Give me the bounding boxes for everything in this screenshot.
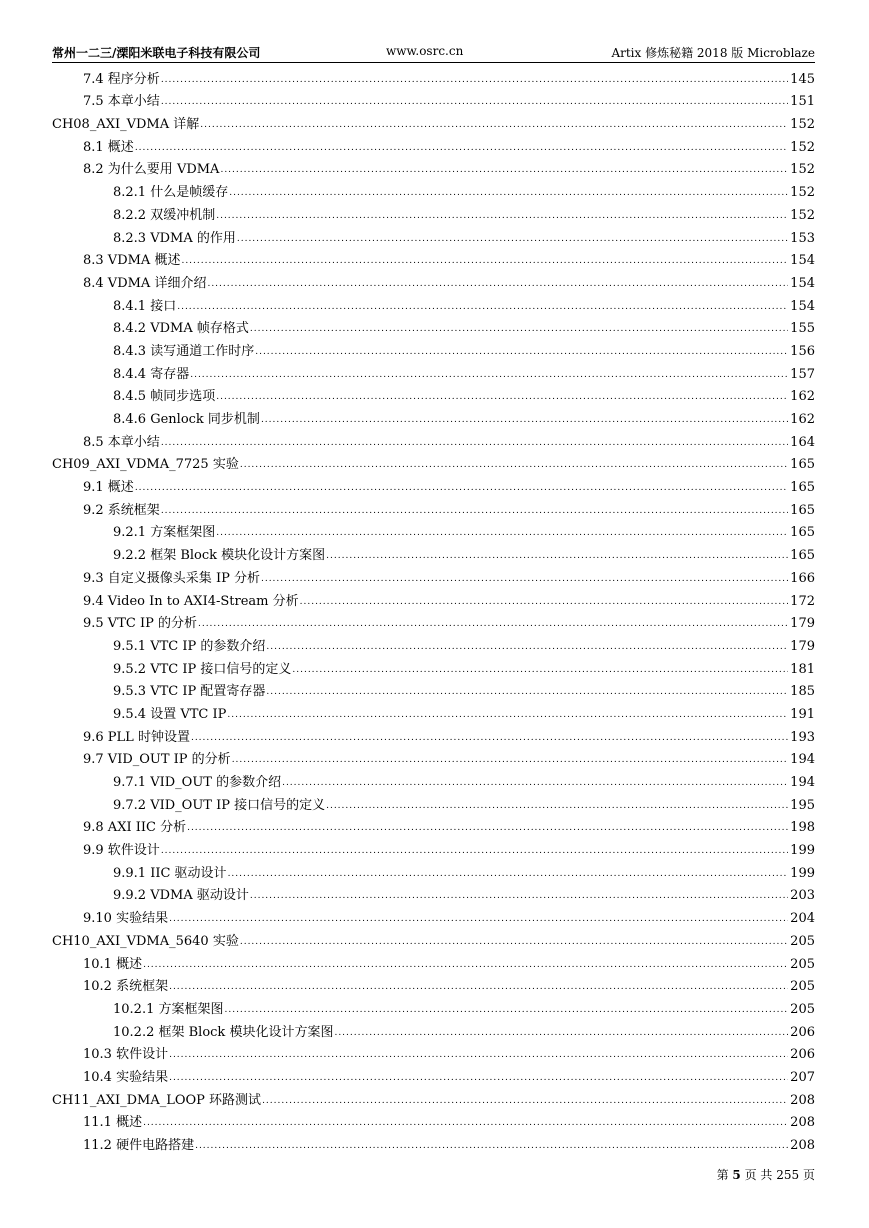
toc-entry[interactable] (52, 178, 815, 201)
toc-entry-page: 166 (790, 570, 815, 586)
toc-entry[interactable] (52, 791, 815, 814)
toc-leader-dots (240, 459, 788, 471)
toc-entry-title: 10.1 概述 (83, 956, 143, 972)
footer-prefix: 第 (716, 1168, 729, 1182)
toc-entry[interactable] (52, 65, 815, 88)
toc-leader-dots (216, 210, 788, 222)
toc-entry-page: 194 (790, 752, 815, 768)
toc-entry-title: 9.9.2 VDMA 驱动设计 (113, 888, 249, 904)
toc-entry-page: 206 (790, 1047, 815, 1063)
toc-entry-title: 9.5.3 VTC IP 配置寄存器 (113, 684, 266, 700)
toc-entry-page: 195 (790, 797, 815, 813)
toc-leader-dots (216, 527, 788, 539)
toc-entry-title: 9.9 软件设计 (83, 843, 160, 859)
toc-entry-page: 207 (790, 1069, 815, 1085)
toc-entry-page: 208 (790, 1092, 815, 1108)
toc-entry[interactable] (52, 973, 815, 996)
toc-entry[interactable] (52, 428, 815, 451)
toc-entry[interactable] (52, 451, 815, 474)
toc-entry-page: 205 (790, 956, 815, 972)
toc-entry-title: 9.7.1 VID_OUT 的参数介绍 (113, 775, 282, 790)
toc-entry[interactable] (52, 201, 815, 224)
toc-entry-title: 11.1 概述 (83, 1115, 143, 1131)
toc-entry-title: 8.2.2 双缓冲机制 (113, 207, 216, 223)
toc-entry-title: 7.4 程序分析 (83, 71, 160, 87)
toc-leader-dots (282, 777, 788, 789)
toc-entry-title: 9.5.2 VTC IP 接口信号的定义 (113, 661, 292, 677)
toc-entry[interactable] (52, 133, 815, 156)
toc-entry-page: 165 (790, 480, 815, 496)
toc-leader-dots (240, 936, 788, 948)
toc-leader-dots (181, 255, 788, 267)
toc-entry-page: 164 (790, 434, 815, 450)
table-of-contents (52, 65, 815, 1154)
toc-entry[interactable] (52, 519, 815, 542)
toc-entry-page: 165 (790, 525, 815, 541)
toc-leader-dots (326, 800, 788, 812)
toc-leader-dots (266, 641, 788, 653)
toc-entry-page: 181 (790, 661, 815, 677)
toc-entry-title: 9.5.1 VTC IP 的参数介绍 (113, 638, 266, 654)
toc-leader-dots (177, 301, 788, 313)
toc-entry[interactable] (52, 950, 815, 973)
toc-entry-title: 8.4.3 读写通道工作时序 (113, 343, 255, 359)
toc-entry-page: 151 (790, 94, 815, 110)
footer-suffix: 页 (802, 1168, 815, 1182)
toc-entry-page: 198 (790, 820, 815, 836)
toc-entry-title: CH09_AXI_VDMA_7725 实验 (52, 457, 239, 473)
toc-leader-dots (262, 1095, 788, 1107)
toc-leader-dots (169, 1072, 788, 1084)
toc-entry[interactable] (52, 292, 815, 315)
header-website: www.osrc.cn (386, 44, 464, 58)
toc-leader-dots (229, 187, 788, 199)
toc-entry-title: 9.5.4 设置 VTC IP (113, 706, 227, 722)
toc-leader-dots (143, 1117, 788, 1129)
toc-leader-dots (232, 754, 788, 766)
toc-leader-dots (250, 890, 788, 902)
toc-leader-dots (250, 323, 788, 335)
toc-leader-dots (200, 119, 788, 131)
toc-entry[interactable] (52, 1086, 815, 1109)
toc-entry-page: 152 (790, 207, 815, 223)
footer-page-number: 5 (732, 1168, 741, 1182)
toc-entry[interactable] (52, 904, 815, 927)
toc-leader-dots (195, 1140, 788, 1152)
toc-entry-page: 185 (790, 684, 815, 700)
toc-entry-page: 154 (790, 253, 815, 269)
toc-entry-page: 194 (790, 775, 815, 790)
toc-entry-page: 179 (790, 616, 815, 632)
toc-entry[interactable] (52, 746, 815, 769)
toc-leader-dots (161, 74, 788, 86)
toc-leader-dots (169, 981, 788, 993)
toc-leader-dots (143, 959, 788, 971)
toc-entry-page: 152 (790, 139, 815, 155)
toc-entry-title: 10.2 系统框架 (83, 979, 169, 995)
toc-entry[interactable] (52, 678, 815, 701)
toc-entry-page: 208 (790, 1115, 815, 1131)
toc-entry-title: 10.2.1 方案框架图 (113, 1001, 224, 1017)
toc-entry[interactable] (52, 882, 815, 905)
toc-leader-dots (326, 550, 788, 562)
toc-entry-page: 199 (790, 865, 815, 881)
toc-leader-dots (227, 709, 788, 721)
toc-leader-dots (169, 1049, 788, 1061)
toc-entry[interactable] (52, 814, 815, 837)
toc-entry[interactable] (52, 247, 815, 270)
toc-entry-page: 165 (790, 502, 815, 518)
toc-leader-dots (198, 618, 788, 630)
toc-entry[interactable] (52, 383, 815, 406)
toc-entry-title: 9.2 系统框架 (83, 502, 160, 518)
toc-entry-page: 172 (790, 593, 815, 609)
toc-entry-title: 9.4 Video In to AXI4-Stream 分析 (83, 593, 299, 609)
toc-entry-title: CH11_AXI_DMA_LOOP 环路测试 (52, 1092, 262, 1108)
toc-entry-page: 153 (790, 230, 815, 246)
toc-entry-page: 199 (790, 843, 815, 859)
toc-leader-dots (187, 822, 788, 834)
toc-leader-dots (266, 686, 788, 698)
toc-entry-title: CH10_AXI_VDMA_5640 实验 (52, 933, 239, 949)
toc-entry[interactable] (52, 610, 815, 633)
toc-entry-title: 9.8 AXI IIC 分析 (83, 820, 187, 836)
toc-entry-page: 179 (790, 638, 815, 654)
toc-leader-dots (135, 482, 788, 494)
toc-leader-dots (135, 142, 788, 154)
toc-leader-dots (207, 278, 788, 290)
toc-entry-title: 8.4.4 寄存器 (113, 366, 190, 382)
toc-leader-dots (237, 233, 788, 245)
toc-entry-title: 8.5 本章小结 (83, 434, 160, 450)
toc-leader-dots (161, 505, 788, 517)
toc-entry-page: 145 (790, 71, 815, 87)
toc-entry-title: 10.3 软件设计 (83, 1047, 169, 1063)
toc-entry[interactable] (52, 995, 815, 1018)
toc-entry[interactable] (52, 587, 815, 610)
toc-entry-title: 9.2.2 框架 Block 模块化设计方案图 (113, 548, 326, 564)
footer-total-pages: 255 (776, 1168, 800, 1182)
toc-leader-dots (169, 913, 788, 925)
toc-leader-dots (300, 596, 789, 608)
toc-entry-title: 8.4.6 Genlock 同步机制 (113, 412, 260, 427)
toc-entry-page: 162 (790, 412, 815, 427)
toc-leader-dots (216, 391, 788, 403)
toc-entry[interactable] (52, 859, 815, 882)
toc-entry-page: 156 (790, 343, 815, 359)
toc-leader-dots (161, 437, 788, 449)
toc-entry-title: 9.2.1 方案框架图 (113, 525, 216, 541)
toc-leader-dots (220, 164, 788, 176)
toc-leader-dots (255, 346, 788, 358)
toc-entry-title: 8.3 VDMA 概述 (83, 253, 181, 269)
toc-entry-title: 10.4 实验结果 (83, 1069, 169, 1085)
header-company: 常州一二三/溧阳米联电子科技有限公司 (52, 46, 261, 60)
header-book-title: Artix 修炼秘籍 2018 版 Microblaze (611, 46, 815, 60)
toc-entry-page: 205 (790, 1001, 815, 1017)
toc-leader-dots (161, 96, 788, 108)
toc-entry[interactable] (52, 88, 815, 111)
toc-entry-title: 9.6 PLL 时钟设置 (83, 729, 190, 745)
toc-entry-title: 8.2 为什么要用 VDMA (83, 162, 220, 178)
toc-entry-page: 203 (790, 888, 815, 904)
toc-entry[interactable] (52, 224, 815, 247)
toc-entry-page: 155 (790, 321, 815, 337)
toc-entry-title: 9.3 自定义摄像头采集 IP 分析 (83, 570, 260, 586)
toc-entry-title: 7.5 本章小结 (83, 94, 160, 110)
toc-leader-dots (191, 732, 788, 744)
toc-entry[interactable] (52, 927, 815, 950)
toc-entry-page: 152 (790, 162, 815, 178)
toc-entry[interactable] (52, 564, 815, 587)
toc-entry[interactable] (52, 768, 815, 791)
toc-entry-page: 208 (790, 1138, 815, 1153)
toc-entry-page: 157 (790, 366, 815, 382)
toc-entry[interactable] (52, 269, 815, 292)
toc-entry[interactable] (52, 496, 815, 519)
toc-entry[interactable] (52, 1018, 815, 1041)
toc-entry-page: 154 (790, 298, 815, 314)
toc-entry-page: 165 (790, 457, 815, 473)
toc-leader-dots (228, 868, 789, 880)
toc-entry-title: 9.7.2 VID_OUT IP 接口信号的定义 (113, 797, 326, 813)
toc-entry-title: 10.2.2 框架 Block 模块化设计方案图 (113, 1024, 334, 1040)
toc-leader-dots (261, 573, 788, 585)
toc-entry[interactable] (52, 655, 815, 678)
toc-entry-title: 8.4.1 接口 (113, 298, 177, 314)
toc-entry-title: 9.1 概述 (83, 480, 134, 496)
toc-entry-page: 205 (790, 979, 815, 995)
page-footer (717, 1166, 815, 1183)
toc-entry[interactable] (52, 1063, 815, 1086)
toc-entry[interactable] (52, 110, 815, 133)
toc-leader-dots (224, 1004, 788, 1016)
toc-entry[interactable] (52, 541, 815, 564)
toc-entry[interactable] (52, 1131, 815, 1154)
toc-entry[interactable] (52, 1041, 815, 1064)
toc-entry-page: 152 (790, 185, 815, 201)
toc-entry[interactable] (52, 632, 815, 655)
toc-entry-title: 8.1 概述 (83, 139, 134, 155)
toc-entry-page: 204 (790, 911, 815, 927)
toc-entry-title: CH08_AXI_VDMA 详解 (52, 117, 200, 133)
toc-entry[interactable] (52, 1109, 815, 1132)
toc-entry-title: 9.10 实验结果 (83, 911, 169, 927)
toc-entry-page: 193 (790, 729, 815, 745)
toc-leader-dots (161, 845, 788, 857)
page-header (52, 42, 815, 63)
toc-entry-title: 9.5 VTC IP 的分析 (83, 616, 197, 632)
toc-entry-title: 8.4.5 帧同步选项 (113, 389, 216, 405)
toc-entry-page: 152 (790, 117, 815, 133)
toc-entry-title: 9.9.1 IIC 驱动设计 (113, 865, 227, 881)
toc-entry-page: 191 (790, 706, 815, 722)
toc-leader-dots (190, 369, 788, 381)
toc-entry[interactable] (52, 156, 815, 179)
toc-entry-title: 11.2 硬件电路搭建 (83, 1138, 195, 1153)
toc-entry-page: 206 (790, 1024, 815, 1040)
toc-leader-dots (261, 414, 788, 426)
toc-leader-dots (334, 1027, 788, 1039)
toc-entry-page: 205 (790, 933, 815, 949)
toc-entry-title: 8.2.1 什么是帧缓存 (113, 185, 229, 201)
toc-entry[interactable] (52, 700, 815, 723)
toc-entry-title: 8.4 VDMA 详细介绍 (83, 275, 207, 291)
toc-entry[interactable] (52, 315, 815, 338)
toc-entry-page: 162 (790, 389, 815, 405)
toc-entry[interactable] (52, 836, 815, 859)
toc-entry-title: 9.7 VID_OUT IP 的分析 (83, 752, 231, 768)
toc-entry[interactable] (52, 405, 815, 428)
toc-entry-page: 154 (790, 275, 815, 291)
toc-leader-dots (292, 664, 788, 676)
toc-entry-title: 8.2.3 VDMA 的作用 (113, 230, 236, 246)
toc-entry-page: 165 (790, 548, 815, 564)
footer-mid: 页 共 (744, 1168, 773, 1182)
toc-entry[interactable] (52, 723, 815, 746)
toc-entry[interactable] (52, 360, 815, 383)
toc-entry[interactable] (52, 337, 815, 360)
toc-entry[interactable] (52, 473, 815, 496)
toc-entry-title: 8.4.2 VDMA 帧存格式 (113, 321, 249, 337)
